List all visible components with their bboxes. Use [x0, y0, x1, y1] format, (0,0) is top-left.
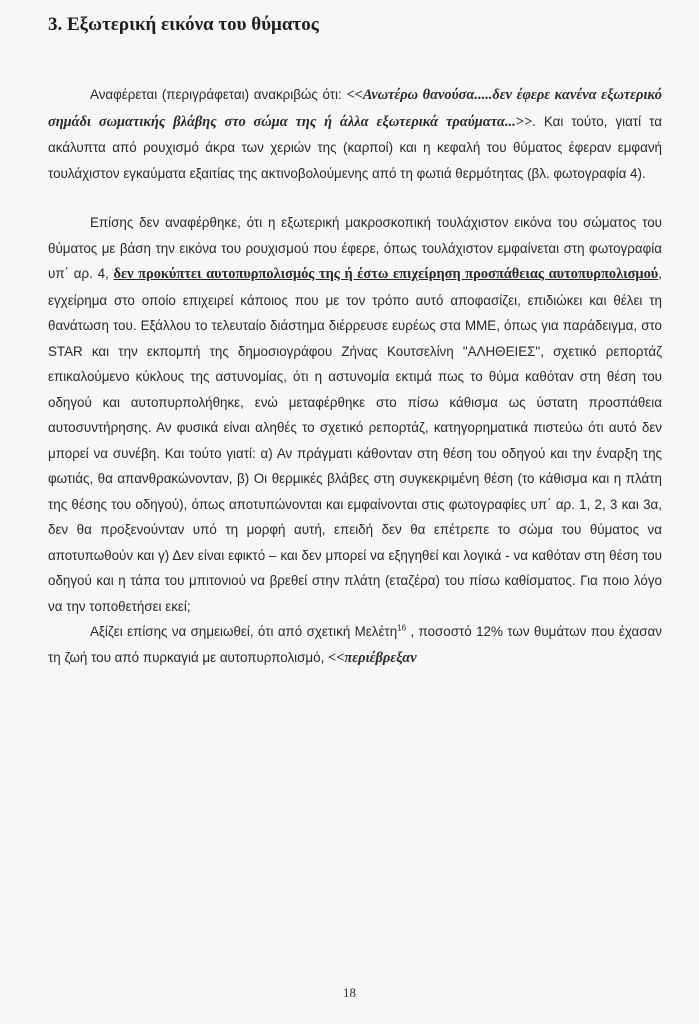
paragraph-3 [48, 619, 662, 671]
page-number: 18 [343, 985, 356, 1000]
paragraph-1 [48, 82, 662, 186]
paragraph-1-quote: <<Ανωτέρω θανούσα.....δεν έφερε κανένα εξωτερικό σημάδι σωματικής βλάβης στο σώμα της ή άλλα εξωτερικά τραύματα...>> [48, 87, 662, 130]
footnote-reference: 16 [397, 623, 407, 633]
paragraph-1-text-b: . Και τούτο, γιατί τα ακάλυπτα από ρουχισμό άκρα των χεριών της (καρποί) και η κεφαλή του θύματος έφεραν εμφανή τουλάχιστον εγκαύματα εξαιτίας της ακτινοβολούμενης από τη φωτιά θερμότητας (βλ. φωτογραφία 4). [48, 113, 662, 181]
paragraph-2-text-a: Επίσης δεν αναφέρθηκε, ότι η εξωτερική μακροσκοπική τουλάχιστον εικόνα του σώματος του θύματος με βάση την εικόνα του ρουχισμού που έφερε, όπως τουλάχιστον εμφαίνεται στη φωτογραφία υπ΄ αρ. 4, [48, 215, 662, 281]
paragraph-2 [48, 210, 662, 619]
paragraph-2-text-b: , εγχείρημα στο οποίο επιχειρεί κάποιος που με τον τρόπο αυτό αποφασίζει, επιδιώκει και θέλει τη θανάτωση του. Εξάλλου το τελευταίο διάστημα διέρρευσε ευρέως στα ΜΜΕ, όπως για παράδειγμα, στο STAR και την εκπομπή της δημοσιογράφου Ζήνας Κουτσελίνη "ΑΛΗΘΕΙΕΣ", σχετικό ρεπορτάζ επικαλούμενο κύκλους της αστυνομίας, ότι η αστυνομία εκτιμά πως το θύμα καθόταν στη θέση του οδηγού και αυτοπυρπολήθηκε, ενώ μεταφέρθηκε στο πίσω κάθισμα ως ύστατη προσπάθεια αυτοσυντήρησης. Αν φυσικά είναι αληθές το σχετικό ρεπορτάζ, κατηγορηματικά πιστεύω ότι αυτό δεν μπορεί να συνέβη. Και τούτο γιατί: α) Αν πράγματι κάθονταν στη θέση του οδηγού και την έναρξη της φωτιάς, θα απανθρακώνονταν, β) Οι θερμικές βλάβες στη συγκεκριμένη θέση (το κάθισμα και η πλάτη της θέσης του οδηγού), όπως αποτυπώνονται και εμφαίνονται στις φωτογραφίες υπ΄ αρ. 1, 2, 3 και 3α, δεν θα προξενούνταν υπό τη μορφή αυτή, επειδή δεν θα επέτρεπε το σώμα του θύματος να αποτυπωθούν και γ) Δεν είναι εφικτό – και δεν μπορεί να εξηγηθεί και λογικά - να καθόταν στη θέση του οδηγού και η τάπα του μπιτονιού να βρεθεί στην πλάτη (εταζέρα) του πίσω καθίσματος. Για ποιο λόγο να την τοποθετήσει εκεί; [48, 266, 662, 614]
section-heading: 3. Εξωτερική εικόνα του θύματος [48, 14, 319, 35]
paragraph-3-quote: <<περιέβρεξαν [328, 649, 417, 666]
document-body [48, 82, 662, 671]
paragraph-3-text-a: Αξίζει επίσης να σημειωθεί, ότι από σχετική Μελέτη [90, 624, 398, 639]
paragraph-2-emphasis: δεν προκύπτει αυτοπυρπολισμός της ή έστω επιχείρηση προσπάθειας αυτοπυρπολισμού [113, 266, 659, 282]
paragraph-1-text-a: Αναφέρεται (περιγράφεται) ανακριβώς ότι: [90, 87, 347, 102]
paragraph-3-text-b: , ποσοστό 12% των θυμάτων που έχασαν τη ζωή του από πυρκαγιά με αυτοπυρπολισμό, [48, 624, 662, 665]
